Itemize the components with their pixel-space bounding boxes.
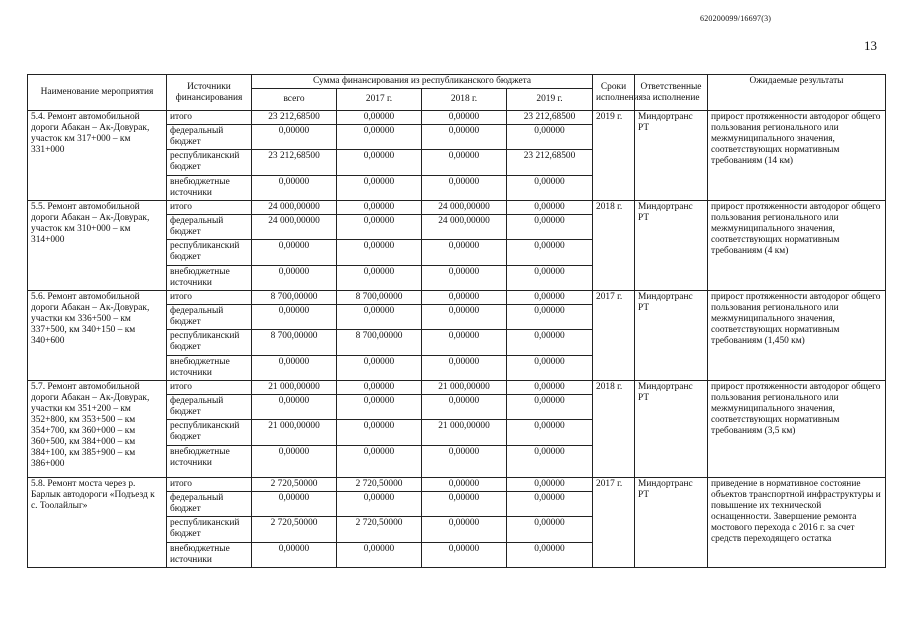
amount-2017: 0,00000 (337, 395, 422, 420)
amount-2018: 0,00000 (422, 446, 507, 478)
table-row (28, 381, 886, 395)
amount-total: 2 720,50000 (252, 517, 337, 543)
amount-total: 8 700,00000 (252, 291, 337, 305)
amount-2019: 0,00000 (507, 215, 593, 240)
amount-2019: 0,00000 (507, 125, 593, 150)
amount-2017: 0,00000 (337, 305, 422, 330)
funding-source: внебюджетные источники (167, 266, 252, 291)
amount-2018: 0,00000 (422, 517, 507, 543)
amount-2017: 0,00000 (337, 492, 422, 517)
funding-source: итого (167, 201, 252, 215)
table-body (28, 111, 886, 568)
table-header (28, 75, 886, 111)
amount-2017: 0,00000 (337, 125, 422, 150)
amount-2018: 21 000,00000 (422, 381, 507, 395)
amount-2017: 0,00000 (337, 446, 422, 478)
amount-2019: 0,00000 (507, 330, 593, 356)
amount-2017: 0,00000 (337, 215, 422, 240)
amount-2018: 24 000,00000 (422, 201, 507, 215)
header-2017: 2017 г. (337, 89, 422, 111)
execution-term: 2018 г. (593, 381, 635, 478)
amount-2019: 0,00000 (507, 291, 593, 305)
amount-2018: 0,00000 (422, 305, 507, 330)
table-row (28, 478, 886, 492)
amount-2019: 23 212,68500 (507, 150, 593, 176)
amount-2018: 0,00000 (422, 266, 507, 291)
amount-total: 0,00000 (252, 395, 337, 420)
amount-2018: 0,00000 (422, 543, 507, 568)
amount-total: 0,00000 (252, 176, 337, 201)
funding-source: федеральный бюджет (167, 395, 252, 420)
amount-2018: 0,00000 (422, 240, 507, 266)
header-2018: 2018 г. (422, 89, 507, 111)
amount-2019: 0,00000 (507, 381, 593, 395)
amount-total: 2 720,50000 (252, 478, 337, 492)
amount-2018: 0,00000 (422, 356, 507, 381)
amount-2018: 0,00000 (422, 111, 507, 125)
funding-source: федеральный бюджет (167, 492, 252, 517)
document-id: 620200099/16697(3) (700, 14, 772, 23)
header-sources: Источники финансирования (167, 75, 252, 111)
table-row (28, 291, 886, 305)
expected-result: приведение в нормативное состояние объектов транспортной инфраструктуры и повышение их технической оснащенности. Завершение ремонта мостового перехода с 2016 г. за счет средств переходящего остатка (708, 478, 886, 568)
funding-source: федеральный бюджет (167, 305, 252, 330)
amount-total: 8 700,00000 (252, 330, 337, 356)
funding-source: республиканский бюджет (167, 420, 252, 446)
header-results: Ожидаемые результаты (708, 75, 886, 111)
amount-2018: 0,00000 (422, 291, 507, 305)
amount-total: 0,00000 (252, 266, 337, 291)
execution-term: 2019 г. (593, 111, 635, 201)
header-total: всего (252, 89, 337, 111)
amount-2017: 0,00000 (337, 543, 422, 568)
activity-name: 5.4. Ремонт автомобильной дороги Абакан – Ак-Довурак, участок км 317+000 – км 331+000 (28, 111, 167, 201)
activity-name: 5.5. Ремонт автомобильной дороги Абакан – Ак-Довурак, участок км 310+000 – км 314+000 (28, 201, 167, 291)
amount-2017: 2 720,50000 (337, 517, 422, 543)
expected-result: прирост протяженности автодорог общего пользования регионального или межмуниципального значения, соответствующих нормативным требованиям (4 км) (708, 201, 886, 291)
responsible-party: Миндортранс РТ (635, 111, 708, 201)
amount-2017: 0,00000 (337, 420, 422, 446)
amount-total: 24 000,00000 (252, 201, 337, 215)
expected-result: прирост протяженности автодорог общего пользования регионального или межмуниципального значения, соответствующих нормативным требованиям (1,450 км) (708, 291, 886, 381)
amount-2019: 0,00000 (507, 266, 593, 291)
page-number: 13 (864, 38, 877, 53)
funding-source: итого (167, 291, 252, 305)
activity-name: 5.7. Ремонт автомобильной дороги Абакан – Ак-Довурак, участки км 351+200 – км 352+800, км 353+500 – км 354+700, км 360+000 – км 360+500, км 384+000 – км 384+100, км 385+900 – км 386+000 (28, 381, 167, 478)
execution-term: 2017 г. (593, 291, 635, 381)
amount-total: 0,00000 (252, 446, 337, 478)
financing-table (27, 74, 886, 568)
funding-source: итого (167, 381, 252, 395)
amount-total: 23 212,68500 (252, 111, 337, 125)
expected-result: прирост протяженности автодорог общего пользования регионального или межмуниципального значения, соответствующих нормативным требованиям (14 км) (708, 111, 886, 201)
amount-2019: 0,00000 (507, 395, 593, 420)
table-row (28, 111, 886, 125)
amount-2017: 0,00000 (337, 176, 422, 201)
amount-2019: 0,00000 (507, 240, 593, 266)
amount-2019: 0,00000 (507, 176, 593, 201)
header-responsible: Ответственные за исполнение (635, 75, 708, 111)
amount-2017: 8 700,00000 (337, 330, 422, 356)
amount-2017: 0,00000 (337, 240, 422, 266)
amount-2019: 0,00000 (507, 420, 593, 446)
header-name: Наименование мероприятия (28, 75, 167, 111)
funding-source: внебюджетные источники (167, 356, 252, 381)
amount-2017: 0,00000 (337, 150, 422, 176)
amount-2019: 0,00000 (507, 492, 593, 517)
amount-total: 0,00000 (252, 125, 337, 150)
table-row (28, 201, 886, 215)
amount-total: 21 000,00000 (252, 420, 337, 446)
amount-2018: 0,00000 (422, 176, 507, 201)
amount-2017: 2 720,50000 (337, 478, 422, 492)
amount-total: 21 000,00000 (252, 381, 337, 395)
amount-total: 0,00000 (252, 492, 337, 517)
activity-name: 5.8. Ремонт моста через р. Барлык автодороги «Подъезд к с. Тоолайлыг» (28, 478, 167, 568)
amount-total: 23 212,68500 (252, 150, 337, 176)
responsible-party: Миндортранс РТ (635, 291, 708, 381)
header-term: Сроки исполнения (593, 75, 635, 111)
responsible-party: Миндортранс РТ (635, 201, 708, 291)
funding-source: внебюджетные источники (167, 446, 252, 478)
amount-2017: 0,00000 (337, 266, 422, 291)
amount-2019: 0,00000 (507, 478, 593, 492)
funding-source: федеральный бюджет (167, 125, 252, 150)
amount-2017: 8 700,00000 (337, 291, 422, 305)
amount-2018: 0,00000 (422, 330, 507, 356)
amount-2018: 24 000,00000 (422, 215, 507, 240)
amount-2019: 0,00000 (507, 305, 593, 330)
responsible-party: Миндортранс РТ (635, 381, 708, 478)
funding-source: федеральный бюджет (167, 215, 252, 240)
execution-term: 2017 г. (593, 478, 635, 568)
amount-2019: 0,00000 (507, 356, 593, 381)
funding-source: республиканский бюджет (167, 517, 252, 543)
activity-name: 5.6. Ремонт автомобильной дороги Абакан – Ак-Довурак, участки км 336+500 – км 337+500, км 340+150 – км 340+600 (28, 291, 167, 381)
funding-source: внебюджетные источники (167, 543, 252, 568)
amount-2019: 0,00000 (507, 446, 593, 478)
amount-2019: 23 212,68500 (507, 111, 593, 125)
amount-2018: 0,00000 (422, 125, 507, 150)
amount-2018: 21 000,00000 (422, 420, 507, 446)
funding-source: итого (167, 111, 252, 125)
amount-2019: 0,00000 (507, 201, 593, 215)
amount-2017: 0,00000 (337, 111, 422, 125)
header-sum: Сумма финансирования из республиканского бюджета (252, 75, 593, 89)
amount-2019: 0,00000 (507, 517, 593, 543)
amount-2018: 0,00000 (422, 395, 507, 420)
funding-source: внебюджетные источники (167, 176, 252, 201)
funding-source: республиканский бюджет (167, 330, 252, 356)
amount-2019: 0,00000 (507, 543, 593, 568)
amount-2017: 0,00000 (337, 381, 422, 395)
amount-total: 24 000,00000 (252, 215, 337, 240)
amount-2018: 0,00000 (422, 150, 507, 176)
amount-total: 0,00000 (252, 543, 337, 568)
header-2019: 2019 г. (507, 89, 593, 111)
responsible-party: Миндортранс РТ (635, 478, 708, 568)
funding-source: республиканский бюджет (167, 240, 252, 266)
expected-result: прирост протяженности автодорог общего пользования регионального или межмуниципального значения, соответствующих нормативным требованиям (3,5 км) (708, 381, 886, 478)
amount-2017: 0,00000 (337, 201, 422, 215)
amount-2018: 0,00000 (422, 492, 507, 517)
funding-source: республиканский бюджет (167, 150, 252, 176)
funding-source: итого (167, 478, 252, 492)
amount-total: 0,00000 (252, 356, 337, 381)
amount-total: 0,00000 (252, 240, 337, 266)
amount-2018: 0,00000 (422, 478, 507, 492)
execution-term: 2018 г. (593, 201, 635, 291)
amount-total: 0,00000 (252, 305, 337, 330)
amount-2017: 0,00000 (337, 356, 422, 381)
